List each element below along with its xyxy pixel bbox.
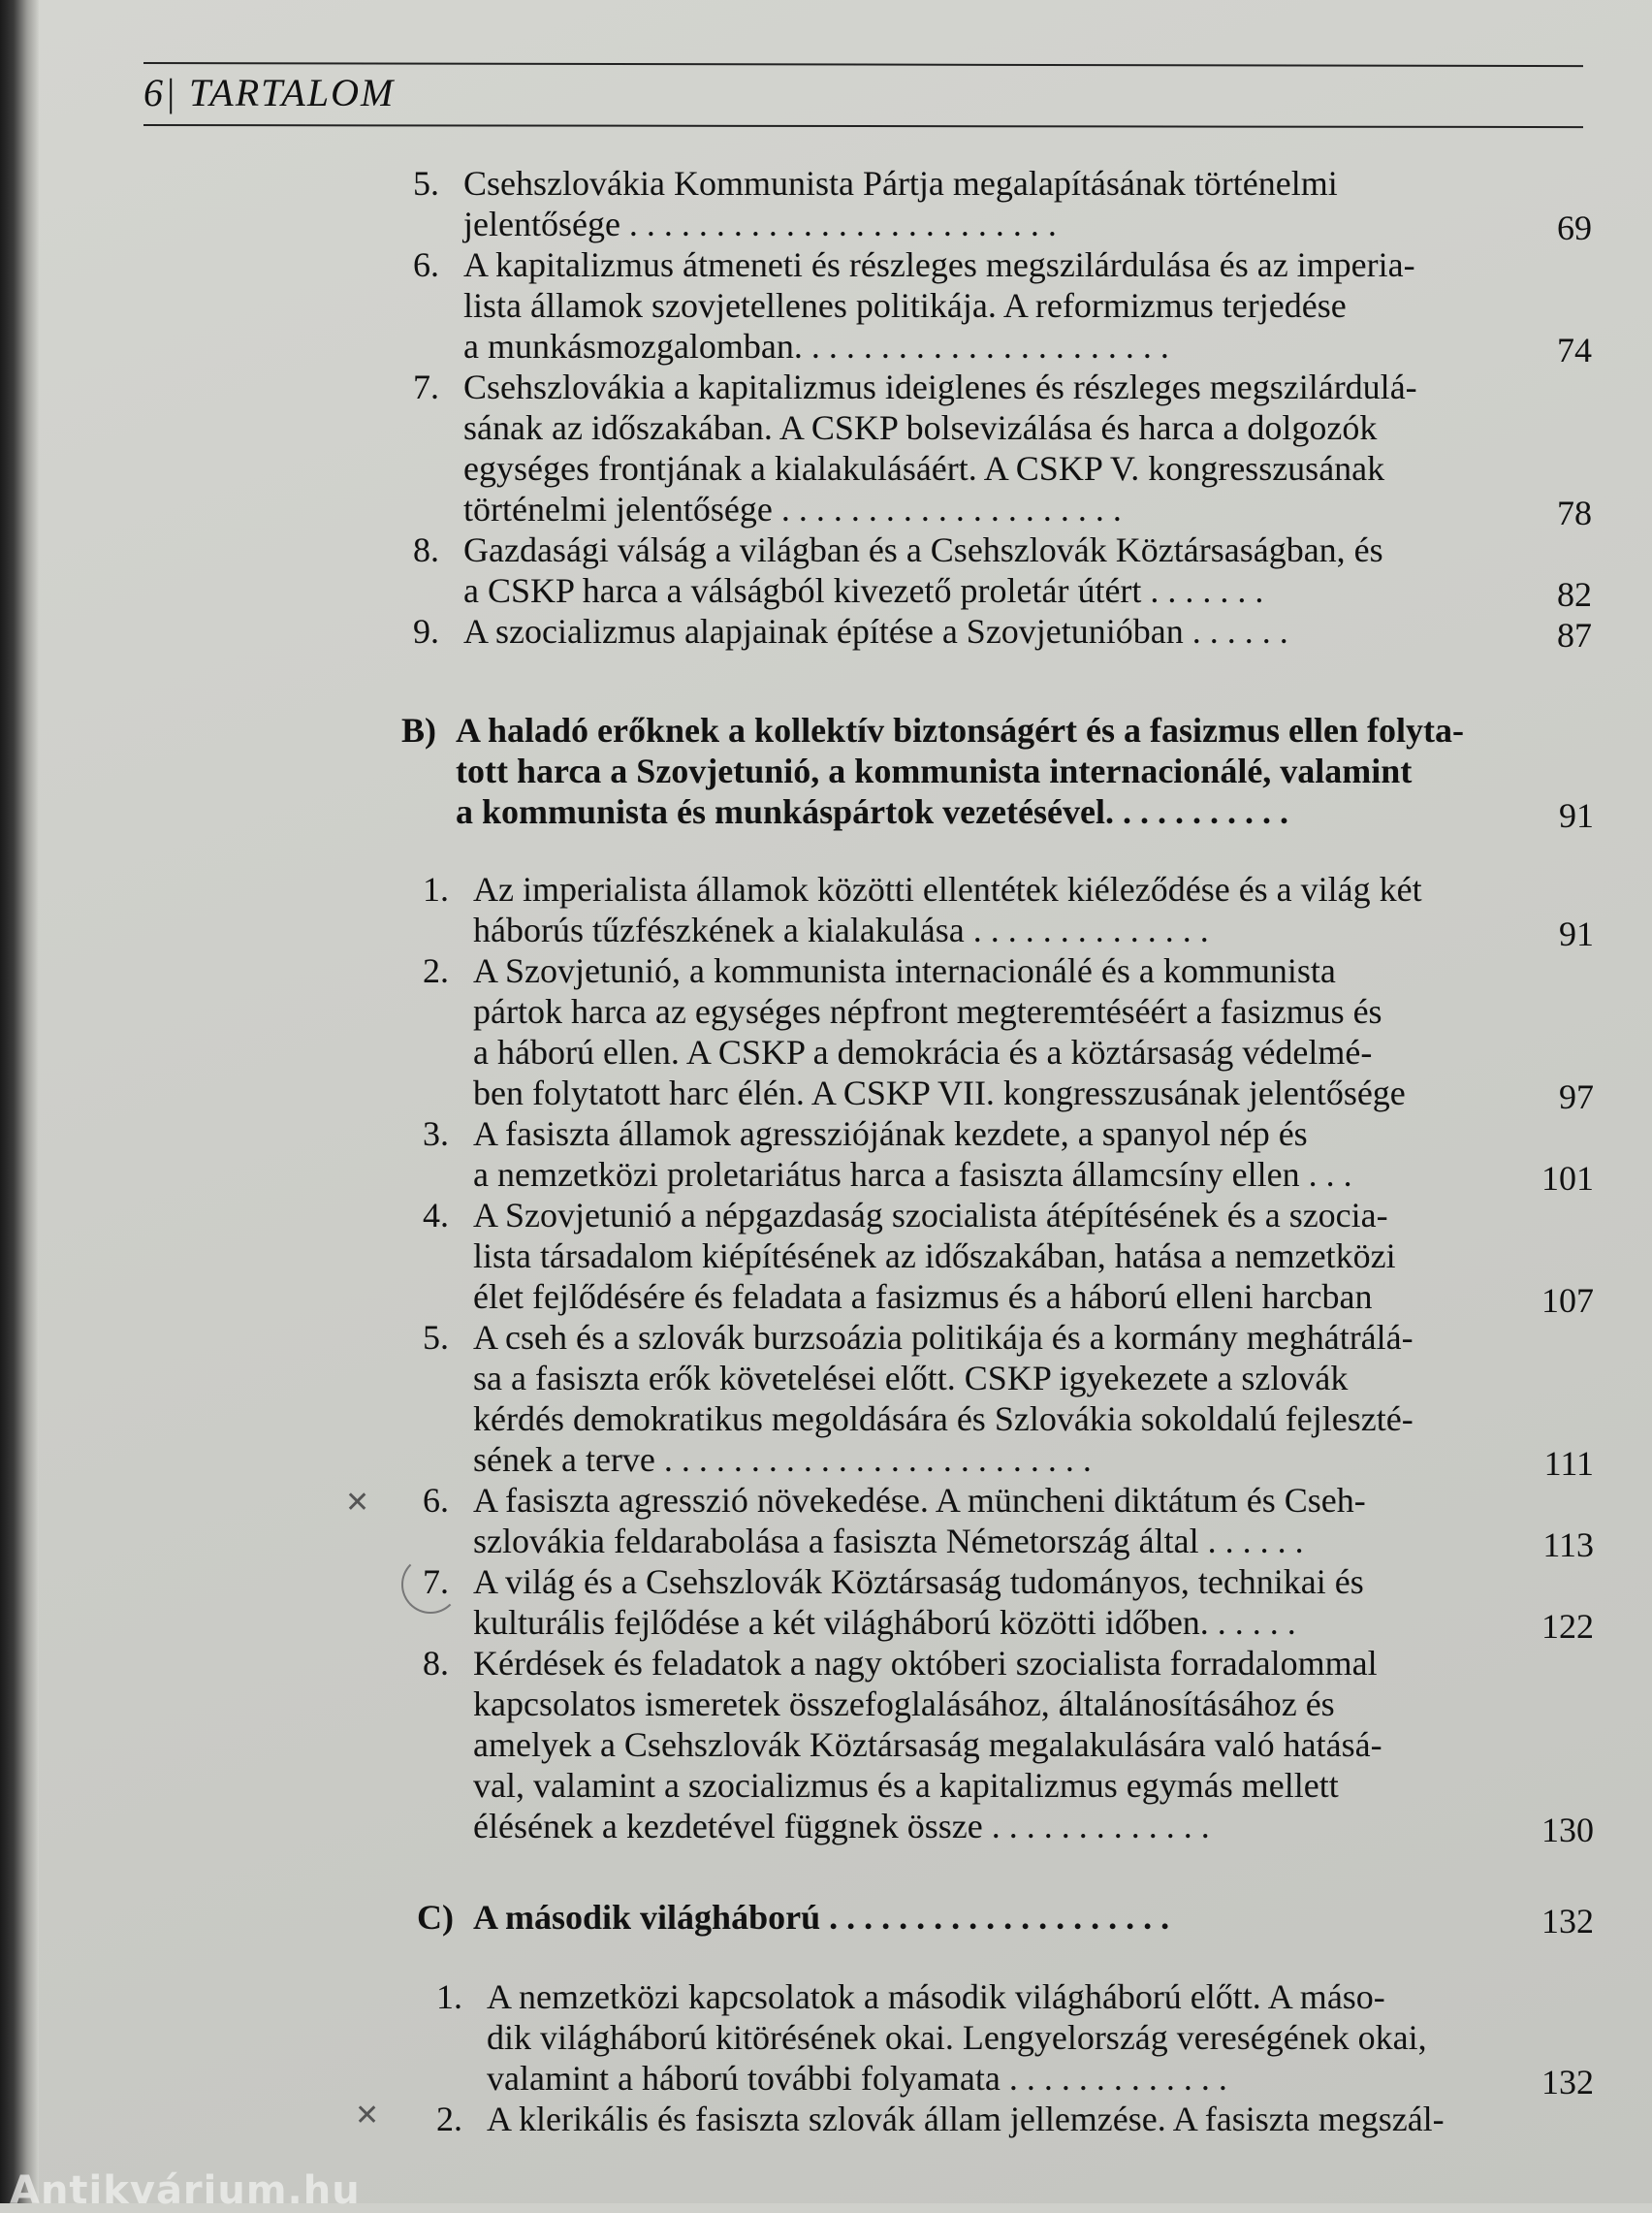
toc-entry-page: 97 bbox=[1559, 1077, 1594, 1116]
toc-entry-number: 8. bbox=[413, 530, 439, 569]
toc-entry-title-line: A klerikális és fasiszta szlovák állam jellemzése. A fasiszta megszál- bbox=[487, 2100, 1445, 2138]
toc-entry-number: 5. bbox=[423, 1318, 449, 1357]
toc-entry bbox=[0, 611, 1652, 655]
toc-entry-title-line: A második világháború . . . . . . . . . . . . . . . . . . . . bbox=[473, 1898, 1170, 1937]
toc-entry-number: 6. bbox=[423, 1481, 449, 1520]
toc-entry-title-line: A cseh és a szlovák burzsoázia politikája és a kormány meghátrálá- bbox=[473, 1318, 1414, 1357]
toc-entry-page: 132 bbox=[1541, 2063, 1594, 2101]
toc-entry bbox=[0, 529, 1652, 614]
toc-entry-page: 132 bbox=[1541, 1902, 1594, 1940]
toc-entry bbox=[0, 1643, 1652, 1849]
pencil-x-mark: ✕ bbox=[345, 1486, 370, 1520]
toc-entry-page: 69 bbox=[1557, 208, 1592, 247]
toc-entry bbox=[0, 244, 1652, 367]
toc-entry-title-line: A világ és a Csehszlovák Köztársaság tudományos, technikai és bbox=[473, 1562, 1364, 1601]
toc-entry-title-line: kulturális fejlődése a két világháború közötti időben. . . . . . bbox=[473, 1603, 1296, 1642]
pencil-circle-mark bbox=[401, 1556, 460, 1614]
toc-entry-title-line: A kapitalizmus átmeneti és részleges megszilárdulása és az imperia- bbox=[463, 245, 1415, 284]
toc-entry-number: 2. bbox=[423, 951, 449, 990]
toc-entry-page: 78 bbox=[1557, 494, 1592, 532]
toc-entry-page: 87 bbox=[1557, 616, 1592, 655]
toc-entry-title-line: sának az időszakában. A CSKP bolsevizálása és harca a dolgozók bbox=[463, 408, 1378, 447]
toc-entry-title-line: a háború ellen. A CSKP a demokrácia és a köztársaság védelmé- bbox=[473, 1033, 1373, 1072]
toc-entry-title-line: A nemzetközi kapcsolatok a második világháború előtt. A máso- bbox=[487, 1977, 1385, 2016]
toc-entry-title-line: amelyek a Csehszlovák Köztársaság megalakulására való hatásá- bbox=[473, 1725, 1382, 1764]
toc-entry-title-line: A Szovjetunió a népgazdaság szocialista átépítésének és a szocia- bbox=[473, 1196, 1388, 1235]
toc-entry-title-line: dik világháború kitörésének okai. Lengyelország vereségének okai, bbox=[487, 2018, 1427, 2057]
toc-entry-page: 74 bbox=[1557, 331, 1592, 369]
toc-entry-title-line: A Szovjetunió, a kommunista internacionálé és a kommunista bbox=[473, 951, 1336, 990]
toc-entry-title-line: A fasiszta államok agressziójának kezdete, a spanyol nép és bbox=[473, 1114, 1308, 1153]
toc-entry-title-line: pártok harca az egységes népfront megteremtéséért a fasizmus és bbox=[473, 992, 1382, 1031]
toc-entry-title-line: Csehszlovákia a kapitalizmus ideiglenes és részleges megszilárdulá- bbox=[463, 368, 1417, 406]
section-heading-b bbox=[0, 710, 1652, 835]
toc-entry bbox=[0, 1317, 1652, 1483]
toc-entry-page: 111 bbox=[1543, 1444, 1594, 1483]
toc-entry-title-line: ben folytatott harc élén. A CSKP VII. kongresszusának jelentősége bbox=[473, 1074, 1406, 1112]
section-heading-c bbox=[0, 1897, 1652, 1938]
toc-entry-title-line: a kommunista és munkáspártok vezetésével. . . . . . . . . . . bbox=[456, 792, 1288, 831]
toc-entry-title-line: sa a fasiszta erők követelései előtt. CSKP igyekezete a szlovák bbox=[473, 1359, 1349, 1397]
toc-entry bbox=[0, 1195, 1652, 1320]
toc-entry-page: 91 bbox=[1559, 914, 1594, 953]
toc-entry-title-line: tott harca a Szovjetunió, a kommunista internacionálé, valamint bbox=[456, 752, 1413, 790]
toc-entry-title-line: a nemzetközi proletariátus harca a fasiszta államcsíny ellen . . . bbox=[473, 1155, 1352, 1194]
toc-entry-page: 130 bbox=[1541, 1811, 1594, 1849]
toc-entry-title-line: A fasiszta agresszió növekedése. A müncheni diktátum és Cseh- bbox=[473, 1481, 1366, 1520]
toc-entry-number: B) bbox=[401, 711, 436, 750]
toc-entry-title-line: lista államok szovjetellenes politikája. A reformizmus terjedése bbox=[463, 286, 1347, 325]
toc-entry-title-line: Csehszlovákia Kommunista Pártja megalapításának történelmi bbox=[463, 164, 1338, 203]
toc-entry bbox=[0, 1480, 1652, 1564]
toc-entry bbox=[0, 869, 1652, 953]
toc-entry-page: 113 bbox=[1542, 1525, 1594, 1564]
toc-entry-title-line: történelmi jelentősége . . . . . . . . . . . . . . . . . . . . bbox=[463, 490, 1122, 529]
toc-entry-number: 1. bbox=[436, 1977, 462, 2016]
toc-entry-title-line: háborús tűzfészkének a kialakulása . . . . . . . . . . . . . . bbox=[473, 911, 1209, 949]
toc-entry-title-line: A szocializmus alapjainak építése a Szovjetunióban . . . . . . bbox=[463, 612, 1288, 651]
toc-entry-title-line: val, valamint a szocializmus és a kapitalizmus egymás mellett bbox=[473, 1766, 1339, 1805]
toc-entry-page: 122 bbox=[1541, 1607, 1594, 1646]
toc-entry bbox=[0, 950, 1652, 1116]
toc-entry-title-line: a CSKP harca a válságból kivezető proletár útért . . . . . . . bbox=[463, 571, 1264, 610]
toc-entry-number: 9. bbox=[413, 612, 439, 651]
toc-entry-number: 4. bbox=[423, 1196, 449, 1235]
toc-entry bbox=[0, 2099, 1652, 2139]
toc-entry-number: 8. bbox=[423, 1644, 449, 1683]
toc-entry-number: 5. bbox=[413, 164, 439, 203]
watermark: Antikvárium.hu bbox=[10, 2168, 361, 2213]
toc-entry bbox=[0, 1561, 1652, 1646]
toc-entry-number: 7. bbox=[423, 1562, 449, 1601]
toc-entry-number: 1. bbox=[423, 870, 449, 909]
pencil-x-mark-2: ✕ bbox=[355, 2099, 380, 2133]
toc-entry-page: 91 bbox=[1559, 796, 1594, 835]
toc-entry-number: C) bbox=[417, 1898, 454, 1937]
toc-entry-page: 107 bbox=[1541, 1281, 1594, 1320]
toc-entry-title-line: Kérdések és feladatok a nagy októberi szocialista forradalommal bbox=[473, 1644, 1378, 1683]
toc-entry-page: 101 bbox=[1541, 1159, 1594, 1198]
toc-entry bbox=[0, 367, 1652, 532]
toc-entry-title-line: A haladó erőknek a kollektív biztonságért és a fasizmus ellen folyta- bbox=[456, 711, 1464, 750]
toc-entry-title-line: kérdés demokratikus megoldására és Szlovákia sokoldalú fejleszté- bbox=[473, 1399, 1414, 1438]
toc-entry-number: 7. bbox=[413, 368, 439, 406]
toc-entry-page: 82 bbox=[1557, 575, 1592, 614]
toc-entry-title-line: valamint a háború további folyamata . . . . . . . . . . . . . bbox=[487, 2059, 1227, 2098]
toc-entry-title-line: jelentősége . . . . . . . . . . . . . . . . . . . . . . . . . bbox=[463, 205, 1057, 243]
toc-entry-title-line: élésének a kezdetével függnek össze . . . . . . . . . . . . . bbox=[473, 1807, 1210, 1845]
toc-entry-title-line: sének a terve . . . . . . . . . . . . . . . . . . . . . . . . . bbox=[473, 1440, 1092, 1479]
toc-entry-title-line: lista társadalom kiépítésének az időszakában, hatása a nemzetközi bbox=[473, 1236, 1396, 1275]
toc-entry-number: 2. bbox=[436, 2100, 462, 2138]
toc-entry-title-line: Gazdasági válság a világban és a Csehszlovák Köztársaságban, és bbox=[463, 530, 1383, 569]
toc-entry-title-line: a munkásmozgalomban. . . . . . . . . . . . . . . . . . . . . . bbox=[463, 327, 1169, 366]
running-header: 6| TARTALOM bbox=[143, 71, 396, 114]
toc-entry-title-line: Az imperialista államok közötti ellentétek kiéleződése és a világ két bbox=[473, 870, 1422, 909]
toc-entry-number: 6. bbox=[413, 245, 439, 284]
toc-entry-title-line: élet fejlődésére és feladata a fasizmus és a háború elleni harcban bbox=[473, 1277, 1373, 1316]
toc-entry-title-line: szlovákia feldarabolása a fasiszta Németország által . . . . . . bbox=[473, 1522, 1304, 1560]
toc-entry bbox=[0, 1113, 1652, 1198]
toc-entry bbox=[0, 1976, 1652, 2099]
toc-entry-title-line: egységes frontjának a kialakulásáért. A CSKP V. kongresszusának bbox=[463, 449, 1385, 488]
toc-entry-title-line: kapcsolatos ismeretek összefoglalásához, általánosításához és bbox=[473, 1684, 1335, 1723]
toc-entry bbox=[0, 163, 1652, 247]
toc-entry-number: 3. bbox=[423, 1114, 449, 1153]
